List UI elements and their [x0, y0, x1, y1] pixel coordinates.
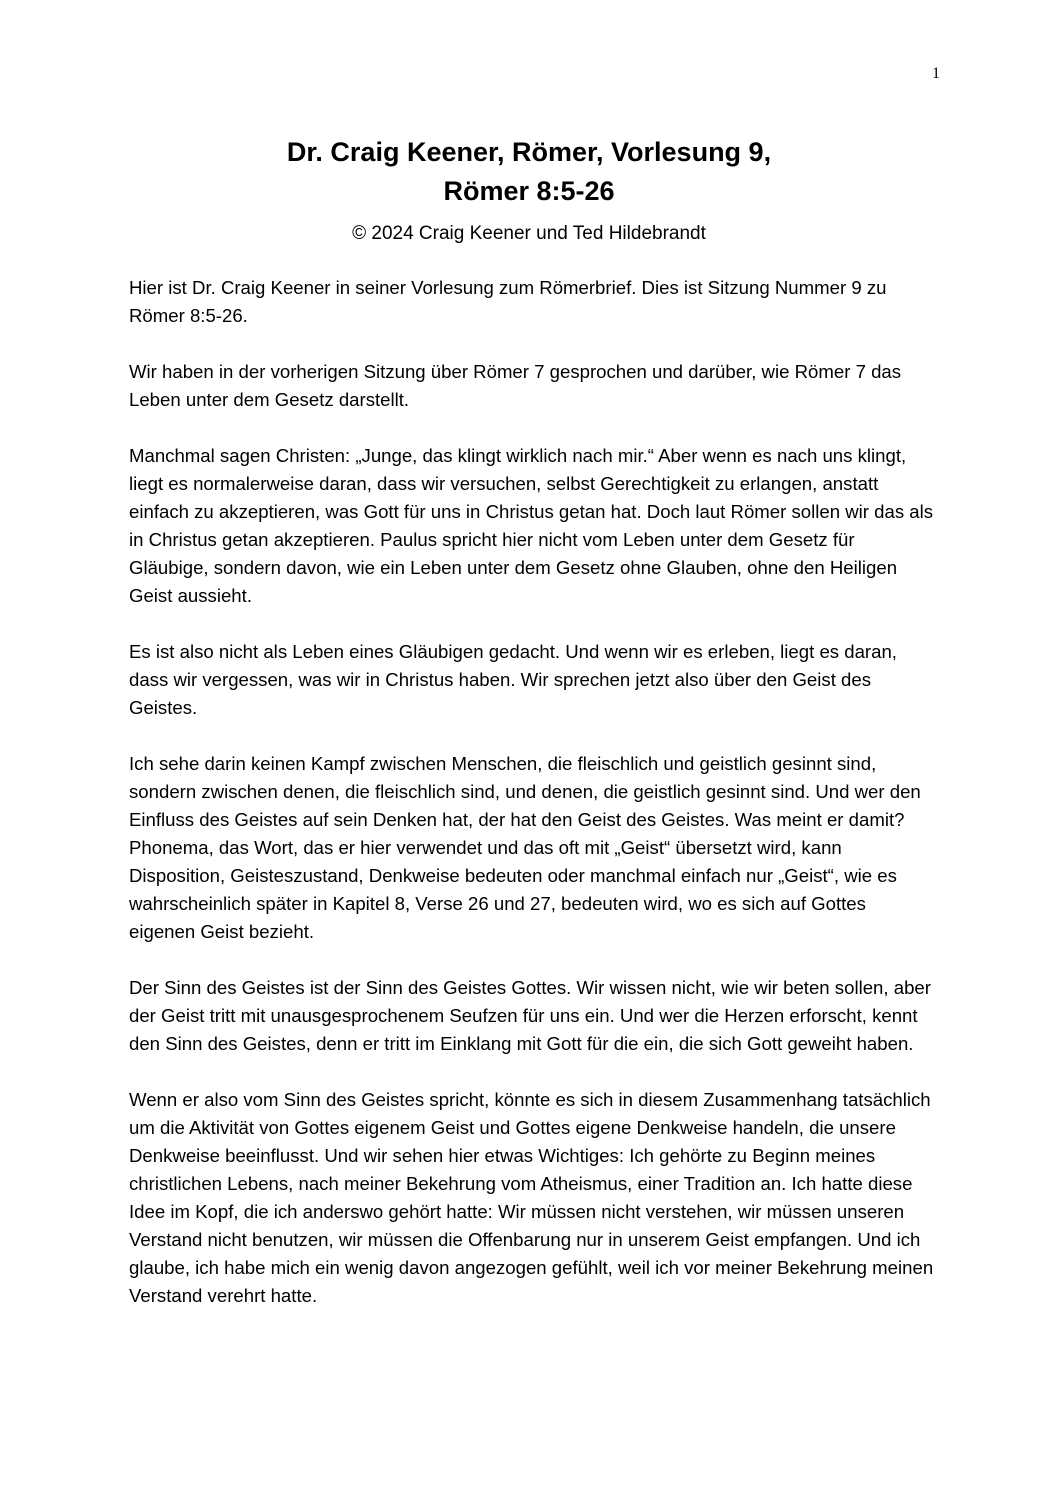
title-line-1: Dr. Craig Keener, Römer, Vorlesung 9,: [286, 137, 772, 167]
title-line-2: Römer 8:5-26: [443, 176, 615, 206]
page-number: 1: [932, 65, 940, 82]
document-body: [129, 274, 935, 1338]
paragraph: Es ist also nicht als Leben eines Gläubigen gedacht. Und wenn wir es erleben, liegt es daran, dass wir vergessen, was wir in Christus haben. Wir sprechen jetzt also über den Geist des Geistes.: [129, 641, 897, 718]
paragraph: Hier ist Dr. Craig Keener in seiner Vorlesung zum Römerbrief. Dies ist Sitzung Nummer 9 zu Römer 8:5-26.: [129, 277, 887, 326]
copyright-notice: © 2024 Craig Keener und Ted Hildebrandt: [352, 223, 706, 244]
paragraph: Wenn er also vom Sinn des Geistes spricht, könnte es sich in diesem Zusammenhang tatsächlich um die Aktivität von Gottes eigenem Geist und Gottes eigene Denkweise handeln, die unsere Denkweise beeinflusst. Und wir sehen hier etwas Wichtiges: Ich gehörte zu Beginn meines christlichen Lebens, nach meiner Bekehrung vom Atheismus, einer Tradition an. Ich hatte diese Idee im Kopf, die ich anderswo gehört hatte: Wir müssen nicht verstehen, wir müssen unseren Verstand nicht benutzen, wir müssen die Offenbarung nur in unserem Geist empfangen. Und ich glaube, ich habe mich ein wenig davon angezogen gefühlt, weil ich vor meiner Bekehrung meinen Verstand verehrt hatte.: [129, 1089, 934, 1306]
document-title: [0, 133, 1058, 211]
paragraph: Ich sehe darin keinen Kampf zwischen Menschen, die fleischlich und geistlich gesinnt sind, sondern zwischen denen, die fleischlich sind, und denen, die geistlich gesinnt sind. Und wer den Einfluss des Geistes auf sein Denken hat, der hat den Geist des Geistes. Was meint er damit? Phonema, das Wort, das er hier verwendet und das oft mit „Geist“ übersetzt wird, kann Disposition, Geisteszustand, Denkweise bedeuten oder manchmal einfach nur „Geist“, wie es wahrscheinlich später in Kapitel 8, Verse 26 und 27, bedeuten wird, wo es sich auf Gottes eigenen Geist bezieht.: [129, 753, 921, 942]
paragraph: Manchmal sagen Christen: „Junge, das klingt wirklich nach mir.“ Aber wenn es nach uns klingt, liegt es normalerweise daran, dass wir versuchen, selbst Gerechtigkeit zu erlangen, anstatt einfach zu akzeptieren, was Gott für uns in Christus getan hat. Doch laut Römer sollen wir das als in Christus getan akzeptieren. Paulus spricht hier nicht vom Leben unter dem Gesetz für Gläubige, sondern davon, wie ein Leben unter dem Gesetz ohne Glauben, ohne den Heiligen Geist aussieht.: [129, 445, 934, 606]
paragraph: Der Sinn des Geistes ist der Sinn des Geistes Gottes. Wir wissen nicht, wie wir beten sollen, aber der Geist tritt mit unausgesprochenem Seufzen für uns ein. Und wer die Herzen erforscht, kennt den Sinn des Geistes, denn er tritt im Einklang mit Gott für die ein, die sich Gott geweiht haben.: [129, 977, 931, 1054]
paragraph: Wir haben in der vorherigen Sitzung über Römer 7 gesprochen und darüber, wie Römer 7 das Leben unter dem Gesetz darstellt.: [129, 361, 902, 410]
